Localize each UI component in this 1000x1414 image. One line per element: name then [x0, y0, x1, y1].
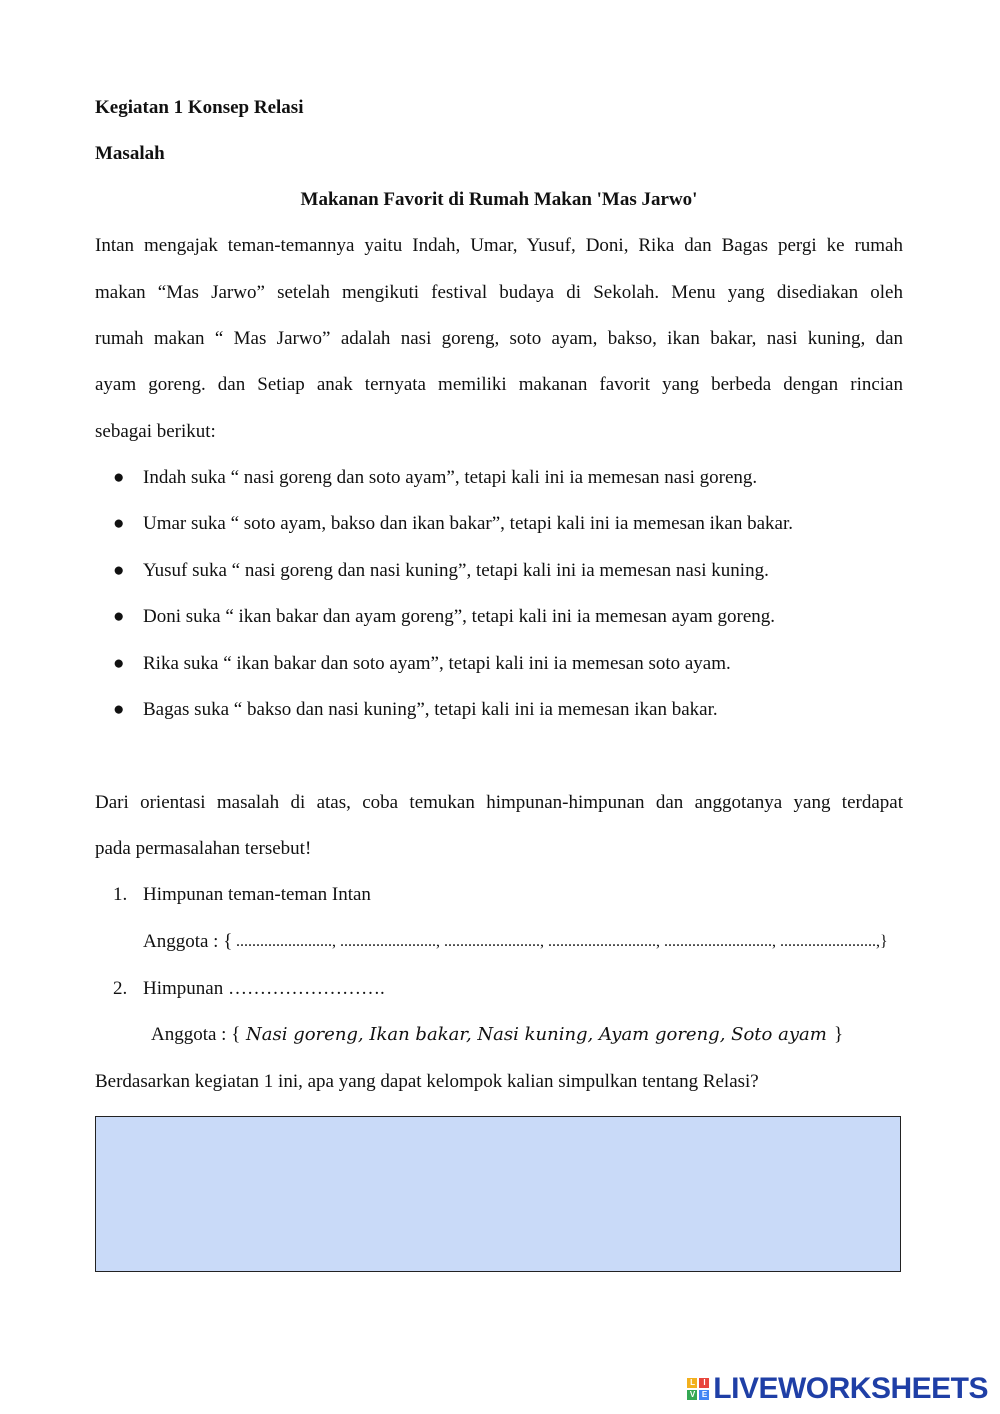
bullet-icon: ●: [113, 606, 125, 627]
instruction-line-1: Dari orientasi masalah di atas, coba temukan himpunan-himpunan dan anggotanya yang terdapat: [95, 792, 903, 813]
problem-heading: Masalah: [95, 143, 165, 164]
members-label: Anggota : {: [151, 1024, 241, 1045]
bullet-text: Indah suka “ nasi goreng dan soto ayam”, tetapi kali ini ia memesan nasi goreng.: [143, 467, 758, 488]
bullet-text: Bagas suka “ bakso dan nasi kuning”, tetapi kali ini ia memesan ikan bakar.: [143, 699, 718, 720]
paragraph-line-1: Intan mengajak teman-temannya yaitu Indah, Umar, Yusuf, Doni, Rika dan Bagas pergi ke rumah: [95, 235, 903, 256]
paragraph-line-5: sebagai berikut:: [95, 421, 216, 442]
paragraph-line-3: rumah makan “ Mas Jarwo” adalah nasi goreng, soto ayam, bakso, ikan bakar, nasi kuning, dan: [95, 328, 903, 349]
logo-mark-letter: E: [699, 1390, 709, 1400]
bullet-icon: ●: [113, 560, 125, 581]
item-number: 2.: [113, 978, 128, 999]
members-blank-fields[interactable]: ........................, ........................, ........................, ..........................., ..........................., ........................,}: [236, 933, 888, 950]
paragraph-line-2: makan “Mas Jarwo” setelah mengikuti festival budaya di Sekolah. Menu yang disediakan oleh: [95, 282, 903, 303]
bullet-text: Rika suka “ ikan bakar dan soto ayam”, tetapi kali ini ia memesan soto ayam.: [143, 653, 731, 674]
logo-mark-letter: I: [699, 1378, 709, 1388]
bullet-icon: ●: [113, 467, 125, 488]
bullet-text: Doni suka “ ikan bakar dan ayam goreng”, tetapi kali ini ia memesan ayam goreng.: [143, 606, 776, 627]
members-label: Anggota : {: [143, 931, 233, 952]
logo-mark-letter: V: [687, 1390, 697, 1400]
set-label-blank[interactable]: Himpunan …………………….: [143, 978, 385, 999]
members-close-brace: }: [834, 1024, 844, 1045]
paragraph-line-4: ayam goreng. dan Setiap anak ternyata memiliki makanan favorit yang berbeda dengan rincian: [95, 374, 903, 395]
set-label: Himpunan teman-teman Intan: [143, 884, 371, 905]
bullet-icon: ●: [113, 653, 125, 674]
logo-mark-icon: [687, 1378, 709, 1400]
liveworksheets-logo: [687, 1372, 988, 1406]
activity-heading: Kegiatan 1 Konsep Relasi: [95, 97, 304, 118]
logo-mark-letter: L: [687, 1378, 697, 1388]
answer-box[interactable]: [95, 1116, 901, 1272]
item-number: 1.: [113, 884, 128, 905]
problem-title: Makanan Favorit di Rumah Makan 'Mas Jarwo': [300, 189, 698, 210]
bullet-text: Umar suka “ soto ayam, bakso dan ikan bakar”, tetapi kali ini ia memesan ikan bakar.: [143, 513, 794, 534]
bullet-icon: ●: [113, 699, 125, 720]
conclusion-question: Berdasarkan kegiatan 1 ini, apa yang dapat kelompok kalian simpulkan tentang Relasi?: [95, 1071, 759, 1092]
instruction-line-2: pada permasalahan tersebut!: [95, 838, 312, 859]
bullet-text: Yusuf suka “ nasi goreng dan nasi kuning”, tetapi kali ini ia memesan nasi kuning.: [143, 560, 769, 581]
bullet-icon: ●: [113, 513, 125, 534]
members-values: Nasi goreng, Ikan bakar, Nasi kuning, Ayam goreng, Soto ayam: [246, 1024, 827, 1045]
logo-text: LIVEWORKSHEETS: [713, 1372, 988, 1405]
